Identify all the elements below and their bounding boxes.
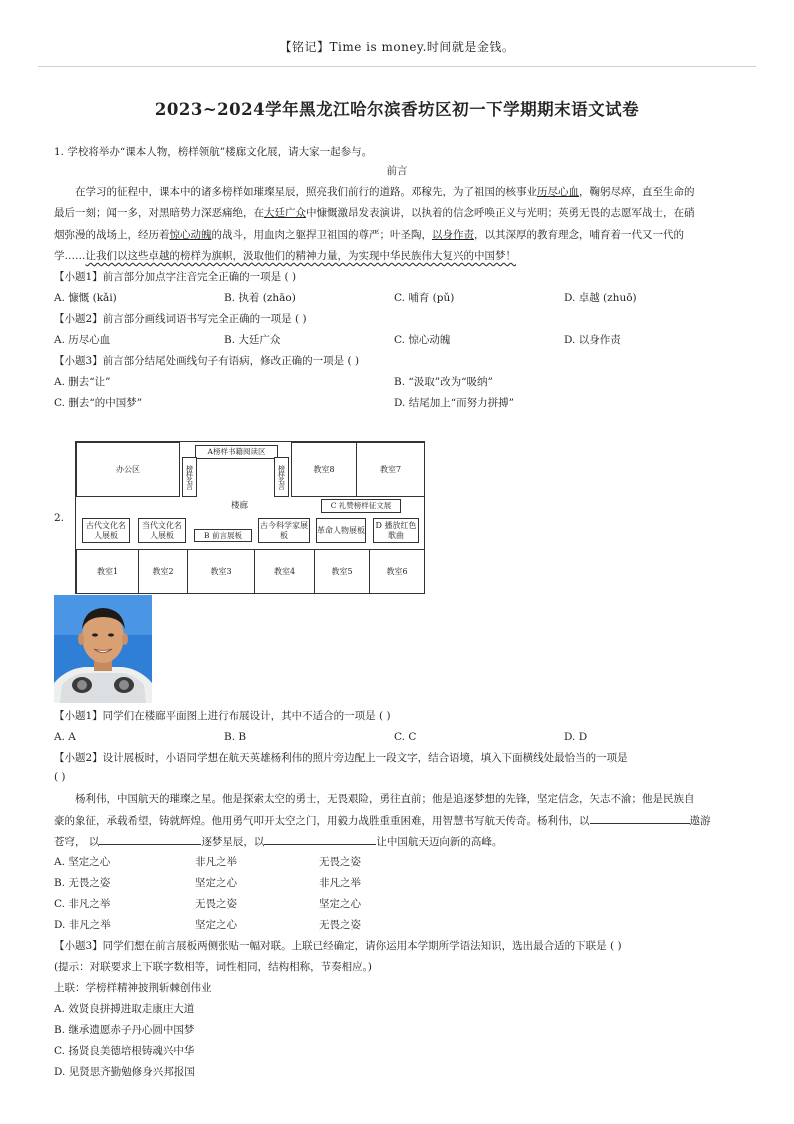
blank-1[interactable] <box>590 813 690 824</box>
q2-sub2-option-d-2: 坚定之心 <box>195 919 237 931</box>
q1-sub1-option-c[interactable]: C. 哺育 (pǔ) <box>394 292 455 304</box>
board-ancient-figures: 古代文化名人展板 <box>82 518 130 543</box>
red-songs-d: D 播放红色歌曲 <box>373 518 419 543</box>
q2-sub2-option-c-3: 坚定之心 <box>319 898 361 910</box>
classroom-6: 教室6 <box>369 549 425 594</box>
q2-sub3-stem: 【小题3】同学们想在前言展板两侧张贴一幅对联。上联已经确定，请你运用本学期所学语法知识，选出最合适的下联是 ( ) <box>54 940 622 952</box>
corridor-label: 楼廊 <box>231 501 249 511</box>
q2-sub1-option-a[interactable]: A. A <box>54 731 76 743</box>
classroom-8: 教室8 <box>291 442 357 497</box>
flawed-sentence: 让我们以这些卓越的榜样为旗帜，汲取他们的精神力量，为实现中华民族伟大复兴的中国梦！ <box>85 250 516 262</box>
blank-2[interactable] <box>99 834 201 845</box>
essay-board-c: C 礼赞榜样征文展 <box>321 499 401 513</box>
board-scientists: 古今科学家展板 <box>258 518 310 543</box>
classroom-4: 教室4 <box>254 549 315 594</box>
board-modern-figures: 当代文化名人展板 <box>138 518 186 543</box>
q2-sub2-stem: 【小题2】设计展板时，小语同学想在航天英雄杨利伟的照片旁边配上一段文字，结合语境，填入下面横线处最恰当的一项是 <box>54 752 628 764</box>
corridor-floor-plan <box>75 441 425 594</box>
page-title: 2023~2024学年黑龙江哈尔滨香坊区初一下学期期末语文试卷 <box>154 100 640 119</box>
q1-sub2-option-a[interactable]: A. 历尽心血 <box>54 334 111 346</box>
q2-sub2-option-a-2: 非凡之举 <box>195 856 237 868</box>
q2-sub3-option-b[interactable]: B. 继承遗愿赤子丹心圆中国梦 <box>54 1024 195 1036</box>
astronaut-photo <box>54 595 152 703</box>
office-area: 办公区 <box>76 442 180 497</box>
q2-sub2-option-a-3: 无畏之姿 <box>319 856 361 868</box>
preface-line-4: 学……让我们以这些卓越的榜样为旗帜，汲取他们的精神力量，为实现中华民族伟大复兴的中国梦！ <box>54 250 516 262</box>
q1-sub3-option-a[interactable]: A. 删去“让” <box>54 376 111 388</box>
q1-sub1-option-a[interactable]: A. 慷慨 (kǎi) <box>54 292 117 304</box>
classroom-1: 教室1 <box>76 549 139 594</box>
q1-sub2-option-c[interactable]: C. 惊心动魄 <box>394 334 451 346</box>
blank-3[interactable] <box>264 834 376 845</box>
board-revolutionaries: 革命人物展板 <box>316 518 366 543</box>
q1-sub1-stem: 【小题1】前言部分加点字注音完全正确的一项是 ( ) <box>54 271 297 283</box>
preface-line-1: 在学习的征程中，课本中的诸多榜样如璀璨星辰，照亮我们前行的道路。邓稼先，为了祖国的核事业历尽心血，鞠躬尽瘁，直至生命的 <box>75 186 695 198</box>
q1-sub1-option-d[interactable]: D. 卓越 (zhuō) <box>564 292 637 304</box>
upper-couplet: 上联：学榜样精神披荆斩棘创伟业 <box>54 982 212 994</box>
q2-sub3-option-c[interactable]: C. 扬贤良美德培根铸魂兴中华 <box>54 1045 195 1057</box>
preface-line-3: 烟弥漫的战场上，经历着惊心动魄的战斗，用血肉之躯捍卫祖国的尊严；叶圣陶，以身作责，以其深厚的教育理念，哺育着一代又一代的 <box>54 229 684 241</box>
classroom-5: 教室5 <box>314 549 370 594</box>
q1-sub2-option-b[interactable]: B. 大廷广众 <box>224 334 281 346</box>
passage-line-3: 苍穹， 以 逐梦星辰，以 让中国航天迈向新的高峰。 <box>54 836 503 848</box>
q2-number: 2. <box>54 512 65 524</box>
q2-sub2-paren: ( ) <box>54 771 66 783</box>
q1-stem: 1. 学校将举办“课本人物，榜样领航”楼廊文化展，请大家一起参与。 <box>54 146 373 158</box>
classroom-3: 教室3 <box>187 549 255 594</box>
passage-line-2: 豪的象征，承载希望，铸就辉煌。他用勇气叩开太空之门，用毅力战胜重重困难，用智慧书写航天传奇。杨利伟，以 遨游 <box>54 815 711 827</box>
q1-sub1-option-b[interactable]: B. 执着 (zhāo) <box>224 292 296 304</box>
motto: 【铭记】Time is money.时间就是金钱。 <box>279 40 515 54</box>
q2-sub2-option-d-3: 无畏之姿 <box>319 919 361 931</box>
q2-sub2-option-d-1[interactable]: D. 非凡之举 <box>54 919 111 931</box>
q2-sub3-option-d[interactable]: D. 见贤思齐勤勉修身兴邦报国 <box>54 1066 195 1078</box>
q2-sub2-option-c-1[interactable]: C. 非凡之举 <box>54 898 111 910</box>
preface-line-2: 最后一刻；闻一多，对黑暗势力深恶痛绝，在大廷广众中慷慨激昂发表演讲，以执着的信念呼唤正义与光明；英勇无畏的志愿军战士，在硝 <box>54 207 695 219</box>
quote-wall-right: 榜样名言 <box>274 457 289 497</box>
q1-sub2-stem: 【小题2】前言部分画线词语书写完全正确的一项是 ( ) <box>54 313 307 325</box>
preface-board-b: B 前言展板 <box>194 529 252 542</box>
q2-sub3-option-a[interactable]: A. 效贤良拼搏进取走康庄大道 <box>54 1003 195 1015</box>
reading-area-a: A榜样书籍阅读区 <box>195 445 278 459</box>
q1-sub3-stem: 【小题3】前言部分结尾处画线句子有语病，修改正确的一项是 ( ) <box>54 355 360 367</box>
q2-sub2-option-c-2: 无畏之姿 <box>195 898 237 910</box>
q2-sub2-option-a-1[interactable]: A. 坚定之心 <box>54 856 111 868</box>
quote-wall-left: 榜样名言 <box>182 457 197 497</box>
passage-line-1: 杨利伟，中国航天的璀璨之星。他是探索太空的勇士，无畏艰险，勇往直前；他是追逐梦想的先锋，坚定信念，矢志不渝；他是民族自 <box>75 793 695 805</box>
q2-sub1-option-b[interactable]: B. B <box>224 731 247 743</box>
q1-sub3-option-c[interactable]: C. 删去“的中国梦” <box>54 397 143 409</box>
classroom-7: 教室7 <box>356 442 425 497</box>
classroom-2: 教室2 <box>138 549 188 594</box>
q2-sub2-option-b-2: 坚定之心 <box>195 877 237 889</box>
header-divider <box>38 66 756 67</box>
q1-sub3-option-b[interactable]: B. “汲取”改为“吸纳” <box>394 376 493 388</box>
q1-sub2-option-d[interactable]: D. 以身作责 <box>564 334 621 346</box>
preface-title: 前言 <box>386 165 408 177</box>
q2-sub2-option-b-3: 非凡之举 <box>319 877 361 889</box>
q2-sub3-hint: (提示：对联要求上下联字数相等，词性相同，结构相称，节奏相应。) <box>54 961 372 973</box>
q2-sub2-option-b-1[interactable]: B. 无畏之姿 <box>54 877 111 889</box>
q2-sub1-option-d[interactable]: D. D <box>564 731 588 743</box>
q2-sub1-option-c[interactable]: C. C <box>394 731 417 743</box>
q2-sub1-stem: 【小题1】同学们在楼廊平面图上进行布展设计，其中不适合的一项是 ( ) <box>54 710 391 722</box>
q1-sub3-option-d[interactable]: D. 结尾加上“而努力拼搏” <box>394 397 514 409</box>
